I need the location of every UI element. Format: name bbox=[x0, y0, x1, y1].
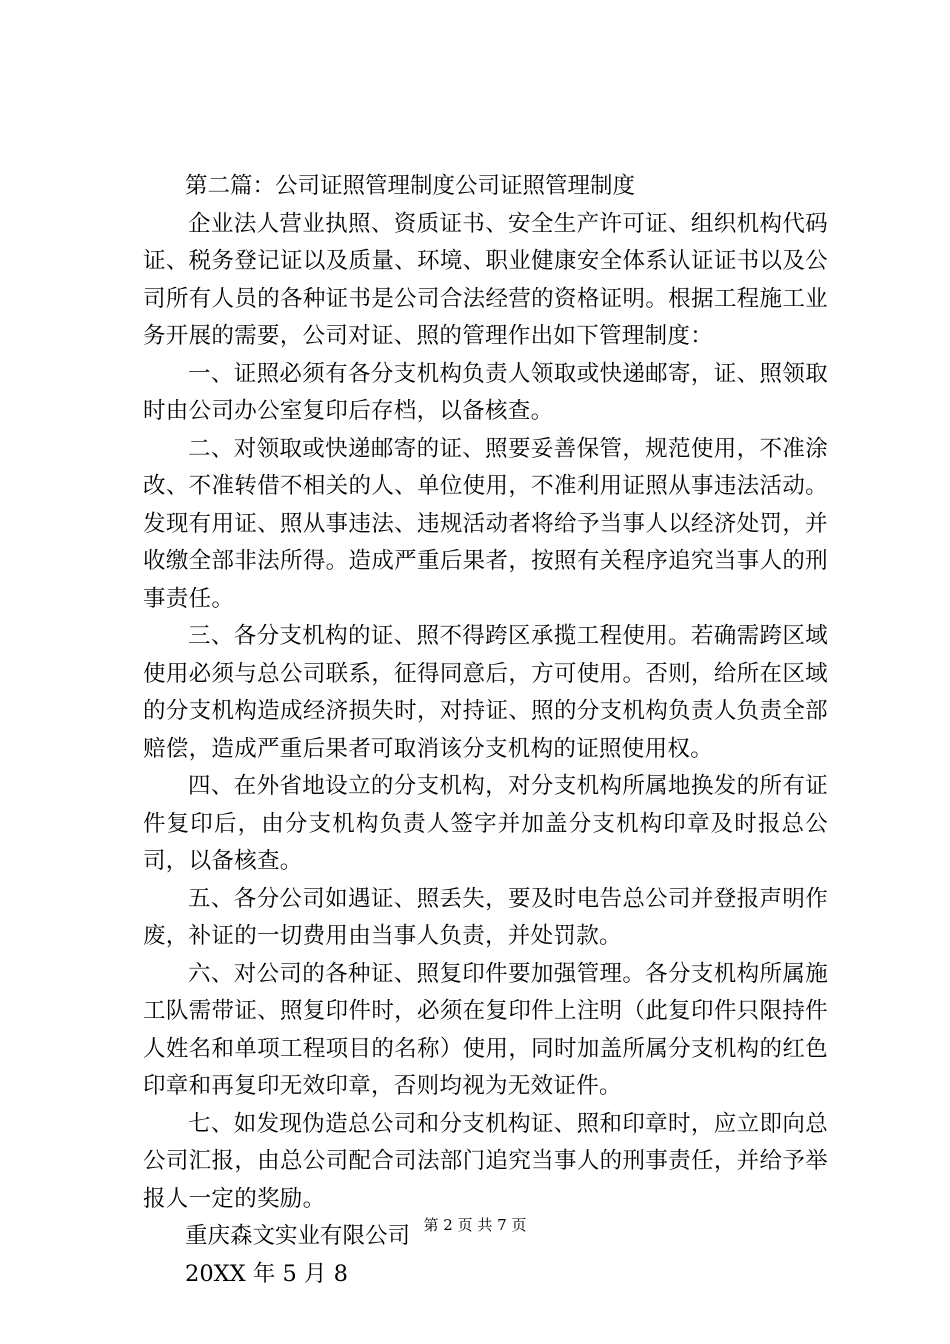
page-number-footer: 第 2 页 共 7 页 bbox=[423, 1216, 527, 1234]
document-title: 第二篇：公司证照管理制度公司证照管理制度 bbox=[185, 173, 636, 199]
paragraph-rule-5: 五、各分公司如遇证、照丢失，要及时电告总公司并登报声明作废，补证的一切费用由当事人负责，并处罚款。 bbox=[143, 885, 828, 949]
paragraph-rule-2: 二、对领取或快递邮寄的证、照要妥善保管，规范使用，不准涂改、不准转借不相关的人、单位使用，不准利用证照从事违法活动。发现有用证、照从事违法、违规活动者将给予当事人以经济处罚，并收缴全部非法所得。造成严重后果者，按照有关程序追究当事人的刑事责任。 bbox=[143, 435, 828, 612]
document-date: 20XX 年 5 月 8 bbox=[185, 1260, 348, 1287]
paragraph-intro: 企业法人营业执照、资质证书、安全生产许可证、组织机构代码证、税务登记证以及质量、环境、职业健康安全体系认证证书以及公司所有人员的各种证书是公司合法经营的资格证明。根据工程施工业务开展的需要，公司对证、照的管理作出如下管理制度： bbox=[143, 210, 828, 349]
document-body bbox=[143, 168, 828, 1293]
paragraph-rule-4: 四、在外省地设立的分支机构，对分支机构所属地换发的所有证件复印后，由分支机构负责人签字并加盖分支机构印章及时报总公司，以备核查。 bbox=[143, 773, 828, 874]
paragraph-rule-6: 六、对公司的各种证、照复印件要加强管理。各分支机构所属施工队需带证、照复印件时，必须在复印件上注明（此复印件只限持件人姓名和单项工程项目的名称）使用，同时加盖所属分支机构的红色印章和再复印无效印章，否则均视为无效证件。 bbox=[143, 960, 828, 1099]
company-signature: 重庆森文实业有限公司 bbox=[185, 1223, 411, 1249]
paragraph-rule-3: 三、各分支机构的证、照不得跨区承揽工程使用。若确需跨区域使用必须与总公司联系，征得同意后，方可使用。否则，给所在区域的分支机构造成经济损失时，对持证、照的分支机构负责人负责全部赔偿，造成严重后果者可取消该分支机构的证照使用权。 bbox=[143, 623, 828, 762]
paragraph-rule-1: 一、证照必须有各分支机构负责人领取或快递邮寄，证、照领取时由公司办公室复印后存档，以备核查。 bbox=[143, 360, 828, 424]
paragraph-rule-7: 七、如发现伪造总公司和分支机构证、照和印章时，应立即向总公司汇报，由总公司配合司法部门追究当事人的刑事责任，并给予举报人一定的奖励。 bbox=[143, 1110, 828, 1212]
